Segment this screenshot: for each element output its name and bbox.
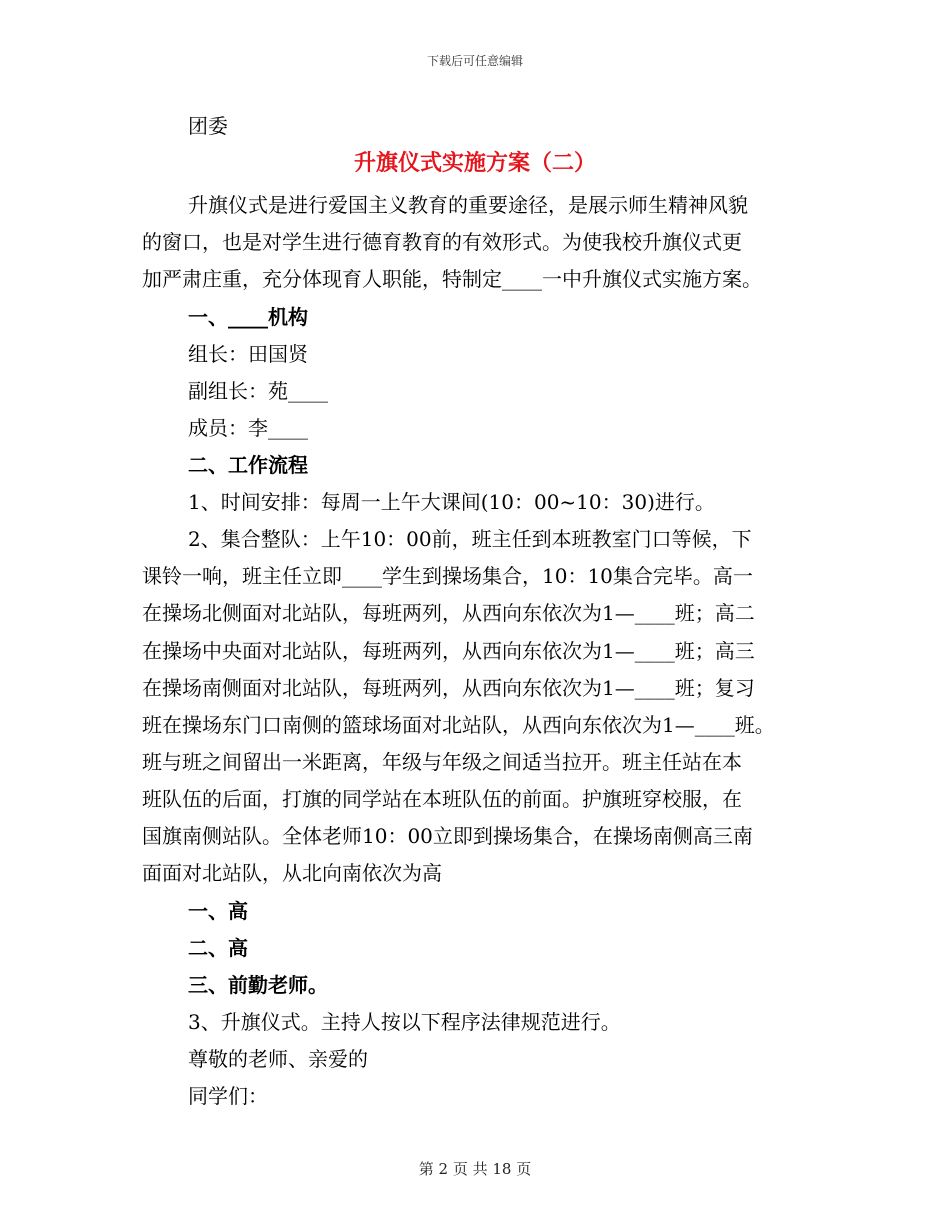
paragraph-line: 副组长：苑____ [188, 379, 328, 403]
list-item: 三、前勤老师。 [188, 973, 328, 997]
paragraph-line: 班队伍的后面，打旗的同学站在本班队伍的前面。护旗班穿校服，在 [142, 787, 742, 811]
paragraph-line: 课铃一响，班主任立即____学生到操场集合，10：10集合完毕。高一 [142, 564, 753, 588]
paragraph-line: 升旗仪式是进行爱国主义教育的重要途径，是展示师生精神风貌 [188, 193, 748, 217]
page-footer: 第 2 页 共 18 页 [418, 1160, 532, 1178]
paragraph-line: 成员：李____ [188, 416, 308, 440]
paragraph-line: 班在操场东门口南侧的篮球场面对北站队，从西向东依次为1—____班。 [142, 713, 775, 737]
list-item: 一、高 [188, 899, 248, 923]
list-item: 二、高 [188, 936, 248, 960]
paragraph-line: 国旗南侧站队。全体老师10：00立即到操场集合，在操场南侧高三南 [142, 824, 753, 848]
paragraph-line: 3、升旗仪式。主持人按以下程序法律规范进行。 [188, 1010, 621, 1034]
page-header: 下载后可任意编辑 [426, 54, 523, 68]
section-heading: 二、工作流程 [188, 453, 308, 477]
paragraph-line: 在操场南侧面对北站队，每班两列，从西向东依次为1—____班；复习 [142, 676, 755, 700]
paragraph-line: 面面对北站队，从北向南依次为高 [142, 861, 442, 885]
paragraph-line: 在操场北侧面对北站队，每班两列，从西向东依次为1—____班；高二 [142, 601, 755, 625]
paragraph-line: 组长：田国贤 [188, 342, 308, 366]
section-heading: 一、____机构 [188, 305, 308, 329]
paragraph-line: 在操场中央面对北站队，每班两列，从西向东依次为1—____班；高三 [142, 639, 755, 663]
paragraph-line: 同学们： [188, 1084, 268, 1108]
paragraph-line: 的窗口，也是对学生进行德育教育的有效形式。为使我校升旗仪式更 [142, 230, 742, 254]
paragraph-line: 班与班之间留出一米距离，年级与年级之间适当拉开。班主任站在本 [142, 750, 742, 774]
paragraph-line: 2、集合整队：上午10：00前，班主任到本班教室门口等候，下 [188, 527, 752, 551]
document-title: 升旗仪式实施方案（二） [353, 150, 596, 176]
paragraph-line: 加严肃庄重，充分体现育人职能，特制定____一中升旗仪式实施方案。 [142, 267, 762, 291]
org-name: 团委 [188, 114, 228, 138]
paragraph-line: 1、时间安排：每周一上午大课间(10：00~10：30)进行。 [188, 490, 715, 514]
paragraph-line: 尊敬的老师、亲爱的 [188, 1047, 368, 1071]
